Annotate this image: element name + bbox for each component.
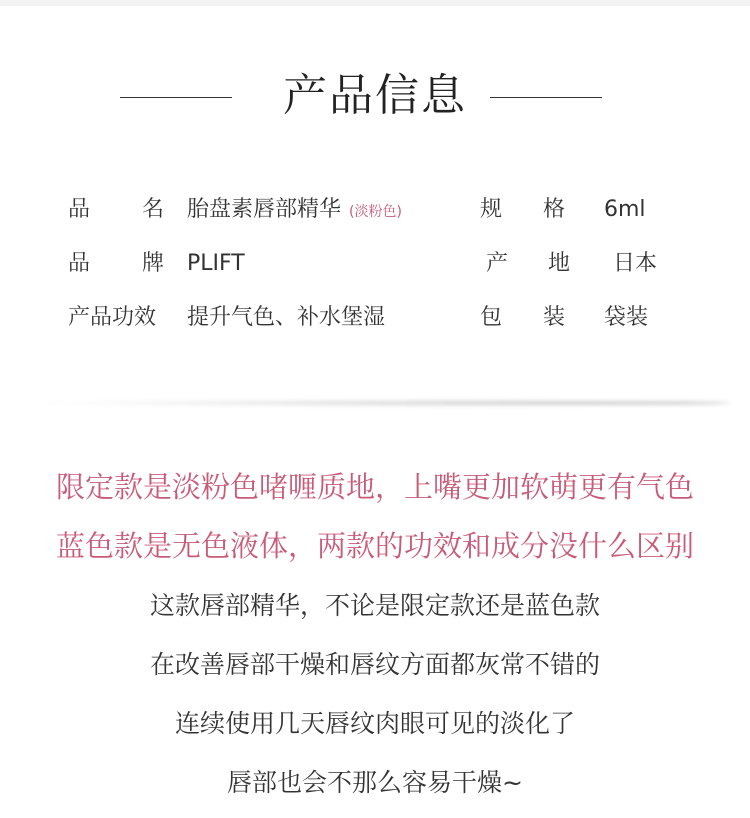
section-divider-shadow [25, 398, 730, 412]
name-value-text: 胎盘素唇部精华 [187, 197, 342, 222]
effect-label: 产品功效 [68, 305, 157, 330]
description-line-6: 唇部也会不那么容易干燥~ [227, 768, 523, 797]
spec-label-char-1: 规 [480, 197, 503, 222]
package-value: 袋装 [604, 305, 649, 330]
name-label-char-1: 品 [68, 197, 91, 222]
spec-value: 6ml [604, 197, 646, 222]
description-line-5: 连续使用几天唇纹肉眼可见的淡化了 [174, 709, 575, 738]
page-title: 产品信息 [283, 70, 467, 121]
header-right-rule [490, 97, 602, 98]
description-line-3: 这款唇部精华，不论是限定款还是蓝色款 [149, 591, 600, 620]
name-note: (淡粉色) [349, 204, 402, 220]
name-label-char-2: 名 [142, 197, 165, 222]
brand-label-char-1: 品 [68, 251, 91, 276]
description-line-1: 限定款是淡粉色啫喱质地，上嘴更加软萌更有气色 [55, 470, 694, 504]
origin-value: 日本 [613, 251, 658, 276]
description-line-2: 蓝色款是无色液体，两款的功效和成分没什么区别 [55, 529, 694, 563]
spec-label-char-2: 格 [543, 197, 566, 222]
name-value [187, 195, 402, 227]
origin-label-char-1: 产 [486, 251, 509, 276]
product-info-table [0, 190, 750, 340]
package-label-char-2: 装 [543, 305, 566, 330]
description-line-4: 在改善唇部干燥和唇纹方面都灰常不错的 [149, 650, 600, 679]
origin-label-char-2: 地 [548, 251, 571, 276]
product-description [0, 458, 750, 812]
brand-value: PLIFT [187, 251, 245, 276]
brand-label-char-2: 牌 [142, 251, 165, 276]
package-label-char-1: 包 [480, 305, 503, 330]
top-divider-strip [0, 0, 750, 6]
effect-value: 提升气色、补水堡湿 [187, 305, 386, 330]
divider-shadow-gradient [25, 401, 730, 405]
section-header [0, 62, 750, 132]
